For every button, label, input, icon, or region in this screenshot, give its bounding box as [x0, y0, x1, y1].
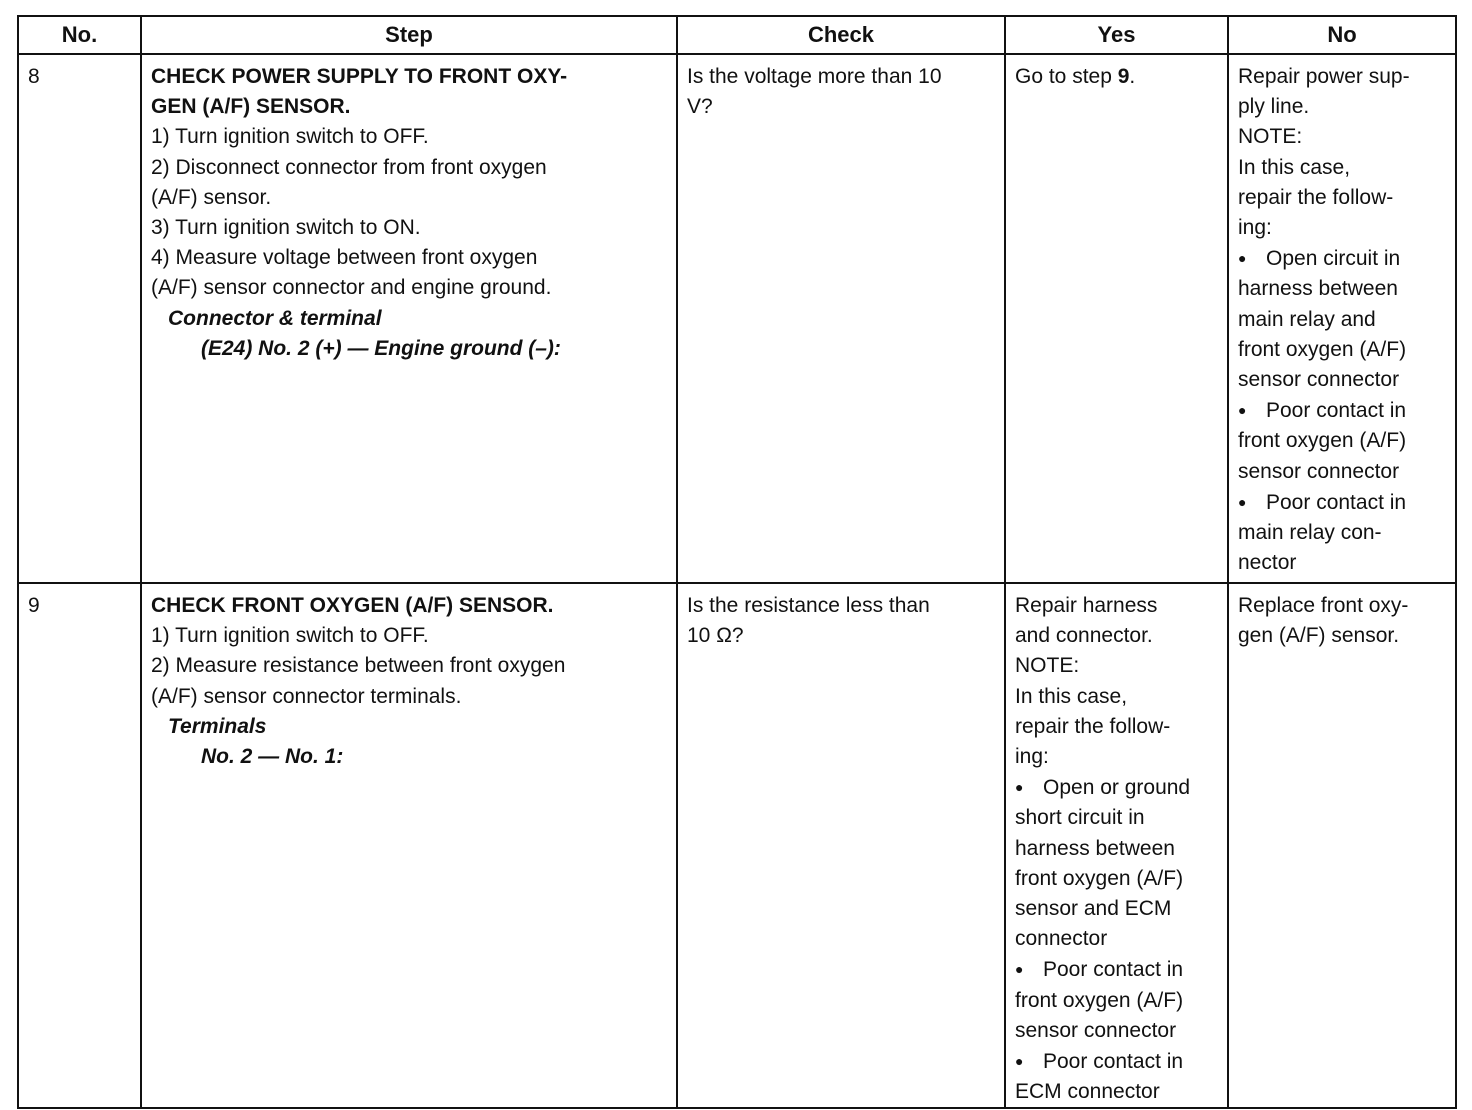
spec-value: No. 2 — No. 1: [201, 745, 344, 769]
header-yes: Yes [1005, 16, 1228, 54]
yes-text: Go to step [1015, 65, 1118, 88]
bullet-line: nector [1238, 551, 1297, 575]
step-description [141, 54, 677, 583]
bullet-line: front oxygen (A/F) [1015, 866, 1184, 890]
step-title-line: CHECK POWER SUPPLY TO FRONT OXY- [151, 65, 568, 88]
yes-line: and connector. [1015, 624, 1153, 648]
bullet-line: harness between [1015, 836, 1175, 860]
step-instruction: 3) Turn ignition switch to ON. [151, 216, 421, 240]
step-instruction: 1) Turn ignition switch to OFF. [151, 624, 429, 648]
check-question [677, 54, 1005, 583]
header-no: No. [18, 16, 141, 54]
step-title-line: CHECK FRONT OXYGEN (A/F) SENSOR. [151, 594, 554, 617]
bullet-item: ● Poor contact in [1015, 954, 1219, 985]
no-line: In this case, [1238, 155, 1351, 179]
no-result [1228, 54, 1456, 583]
step-number: 9 [18, 583, 141, 1108]
yes-result [1005, 583, 1228, 1108]
yes-text-end: . [1129, 65, 1136, 88]
step-description [141, 583, 677, 1108]
bullet-line: front oxygen (A/F) [1238, 429, 1407, 453]
no-result [1228, 583, 1456, 1108]
no-line: Replace front oxy- [1238, 594, 1409, 617]
no-line: Repair power sup- [1238, 65, 1410, 88]
step-instruction: (A/F) sensor. [151, 185, 272, 209]
check-line: V? [687, 95, 713, 119]
spec-value: (E24) No. 2 (+) — Engine ground (–): [201, 336, 561, 360]
bullet-item: ● Open circuit in [1238, 243, 1447, 274]
bullet-item: ● Poor contact in [1238, 395, 1447, 426]
bullet-line: main relay con- [1238, 521, 1382, 545]
header-no-result: No [1228, 16, 1456, 54]
next-step-number: 9 [1117, 65, 1130, 88]
table-row-step-9 [18, 583, 1456, 1108]
bullet-line: front oxygen (A/F) [1238, 337, 1407, 361]
step-instruction: (A/F) sensor connector and engine ground. [151, 276, 552, 300]
bullet-line: sensor connector [1238, 459, 1400, 483]
diagnostic-table [17, 15, 1457, 1109]
bullet-item: ● Open or ground [1015, 772, 1219, 803]
check-line: Is the voltage more than 10 [687, 65, 942, 88]
bullet-line: short circuit in [1015, 806, 1145, 830]
step-instruction: 2) Disconnect connector from front oxygen [151, 155, 547, 179]
bullet-line: sensor connector [1015, 1018, 1177, 1042]
bullet-line: connector [1015, 927, 1108, 951]
bullet-item: ● Poor contact in [1238, 487, 1447, 518]
step-number: 8 [18, 54, 141, 583]
bullet-line: sensor connector [1238, 368, 1400, 392]
yes-line: NOTE: [1015, 654, 1080, 678]
check-line: Is the resistance less than [687, 594, 930, 617]
step-instruction: 1) Turn ignition switch to OFF. [151, 125, 429, 149]
bullet-line: sensor and ECM [1015, 897, 1172, 921]
step-instruction: (A/F) sensor connector terminals. [151, 684, 462, 708]
step-instruction: 4) Measure voltage between front oxygen [151, 246, 538, 270]
no-line: repair the follow- [1238, 185, 1394, 209]
yes-line: Repair harness [1015, 594, 1158, 617]
table-row-step-8 [18, 54, 1456, 583]
yes-line: repair the follow- [1015, 714, 1171, 738]
header-row [18, 16, 1456, 54]
check-line: 10 Ω? [687, 624, 744, 648]
check-question [677, 583, 1005, 1108]
bullet-line: harness between [1238, 277, 1398, 301]
step-instruction: 2) Measure resistance between front oxygen [151, 654, 566, 678]
bullet-line: front oxygen (A/F) [1015, 988, 1184, 1012]
no-line: gen (A/F) sensor. [1238, 624, 1400, 648]
no-line: ply line. [1238, 95, 1310, 119]
bullet-item: ● Poor contact in [1015, 1046, 1219, 1077]
header-check: Check [677, 16, 1005, 54]
no-line: NOTE: [1238, 125, 1303, 149]
yes-line: In this case, [1015, 684, 1128, 708]
spec-label: Terminals [168, 714, 267, 738]
bullet-line: main relay and [1238, 307, 1376, 331]
header-step: Step [141, 16, 677, 54]
step-title-line: GEN (A/F) SENSOR. [151, 95, 351, 119]
no-line: ing: [1238, 216, 1272, 240]
bullet-line: ECM connector [1015, 1080, 1160, 1104]
yes-line: ing: [1015, 745, 1049, 769]
yes-result [1005, 54, 1228, 583]
spec-label: Connector & terminal [168, 306, 382, 330]
